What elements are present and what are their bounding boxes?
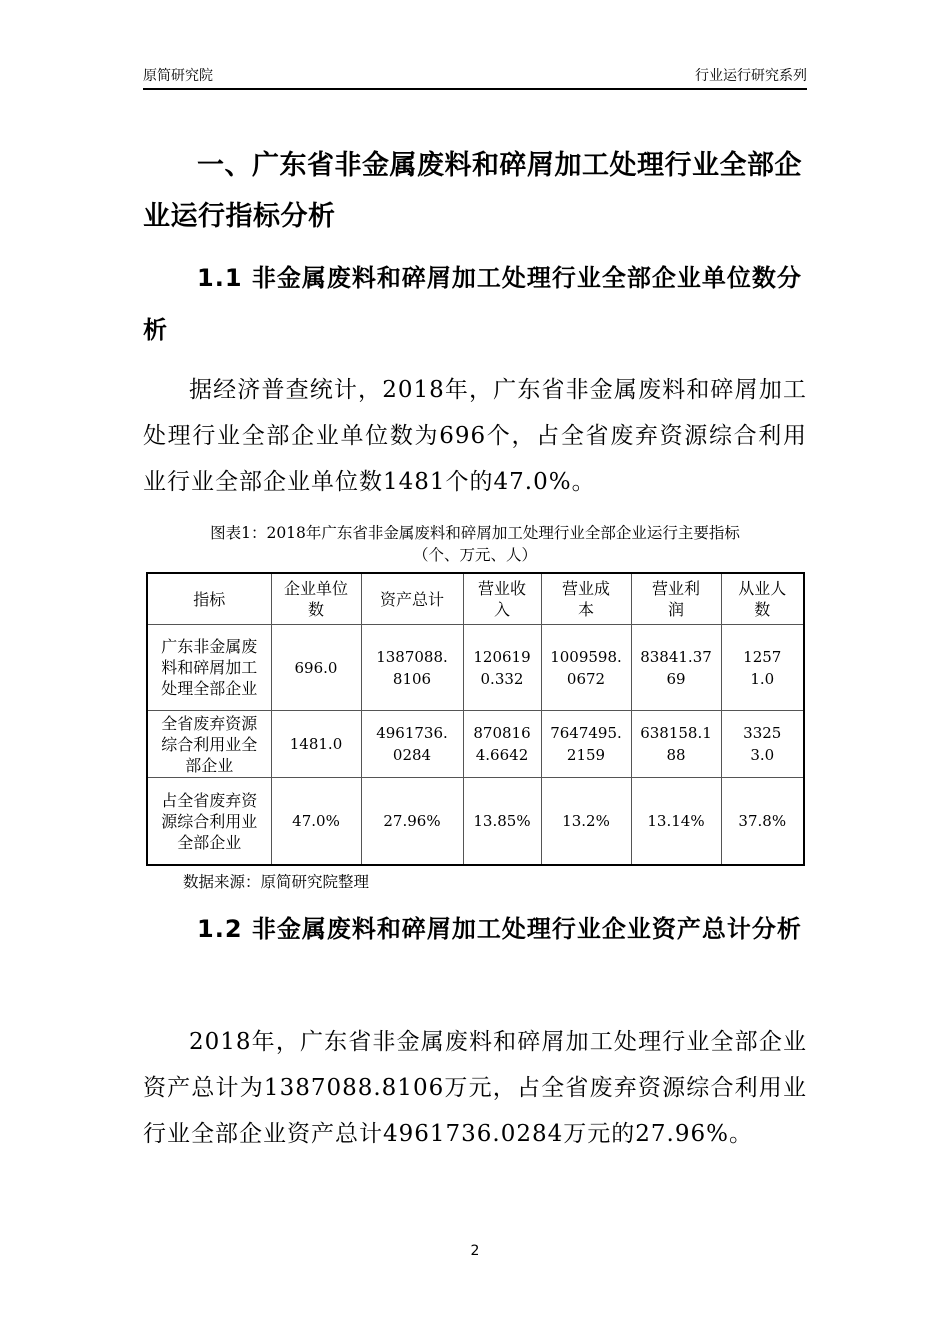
table-caption — [143, 522, 807, 566]
table-row — [147, 625, 804, 711]
cell-cost: 13.2% — [541, 778, 631, 866]
col-header-employees: 从业人数 — [721, 573, 804, 625]
table-caption-units: （个、万元、人） — [412, 546, 537, 564]
row-label: 全省废弃资源综合利用业全部企业 — [147, 711, 271, 778]
cell-profit: 638158.188 — [631, 711, 721, 778]
cell-cost: 1009598.0672 — [541, 625, 631, 711]
cell-employees: 37.8% — [721, 778, 804, 866]
cell-unit-count: 1481.0 — [271, 711, 361, 778]
cell-revenue: 13.85% — [463, 778, 541, 866]
section-1-heading: 一、广东省非金属废料和碎屑加工处理行业全部企业运行指标分析 — [143, 150, 802, 232]
cell-profit: 83841.3769 — [631, 625, 721, 711]
cell-unit-count: 696.0 — [271, 625, 361, 711]
cell-employees: 33253.0 — [721, 711, 804, 778]
table-source-note: 数据来源：原简研究院整理 — [183, 873, 370, 891]
cell-revenue: 1206190.332 — [463, 625, 541, 711]
col-header-total-assets: 资产总计 — [361, 573, 463, 625]
table-header-row — [147, 573, 804, 625]
cell-unit-count: 47.0% — [271, 778, 361, 866]
cell-total-assets: 27.96% — [361, 778, 463, 866]
cell-revenue: 8708164.6642 — [463, 711, 541, 778]
section-1-1-paragraph: 据经济普查统计，2018年，广东省非金属废料和碎屑加工处理行业全部企业单位数为696个，占全省废弃资源综合利用业行业全部企业单位数1481个的47.0%。 — [143, 377, 807, 495]
row-label: 广东非金属废料和碎屑加工处理全部企业 — [147, 625, 271, 711]
col-header-cost: 营业成本 — [541, 573, 631, 625]
header-org-name: 原简研究院 — [143, 68, 213, 84]
col-header-indicator: 指标 — [147, 573, 271, 625]
table-row — [147, 711, 804, 778]
cell-cost: 7647495.2159 — [541, 711, 631, 778]
cell-employees: 12571.0 — [721, 625, 804, 711]
table-caption-title: 图表1：2018年广东省非金属废料和碎屑加工处理行业全部企业运行主要指标 — [210, 524, 740, 542]
row-label: 占全省废弃资源综合利用业全部企业 — [147, 778, 271, 866]
col-header-profit: 营业利润 — [631, 573, 721, 625]
page-header — [143, 66, 807, 90]
table-row — [147, 778, 804, 866]
cell-total-assets: 1387088.8106 — [361, 625, 463, 711]
section-1-2-paragraph: 2018年，广东省非金属废料和碎屑加工处理行业全部企业资产总计为1387088.8106万元，占全省废弃资源综合利用业行业全部企业资产总计4961736.0284万元的27.96%。 — [143, 1029, 807, 1147]
indicators-table — [146, 572, 805, 866]
header-series-name: 行业运行研究系列 — [695, 68, 807, 84]
col-header-unit-count: 企业单位数 — [271, 573, 361, 625]
cell-profit: 13.14% — [631, 778, 721, 866]
col-header-revenue: 营业收入 — [463, 573, 541, 625]
section-1-1-heading: 1.1 非金属废料和碎屑加工处理行业全部企业单位数分析 — [143, 264, 802, 344]
section-1-2-heading: 1.2 非金属废料和碎屑加工处理行业企业资产总计分析 — [197, 915, 802, 943]
cell-total-assets: 4961736.0284 — [361, 711, 463, 778]
page-number: 2 — [470, 1243, 480, 1259]
